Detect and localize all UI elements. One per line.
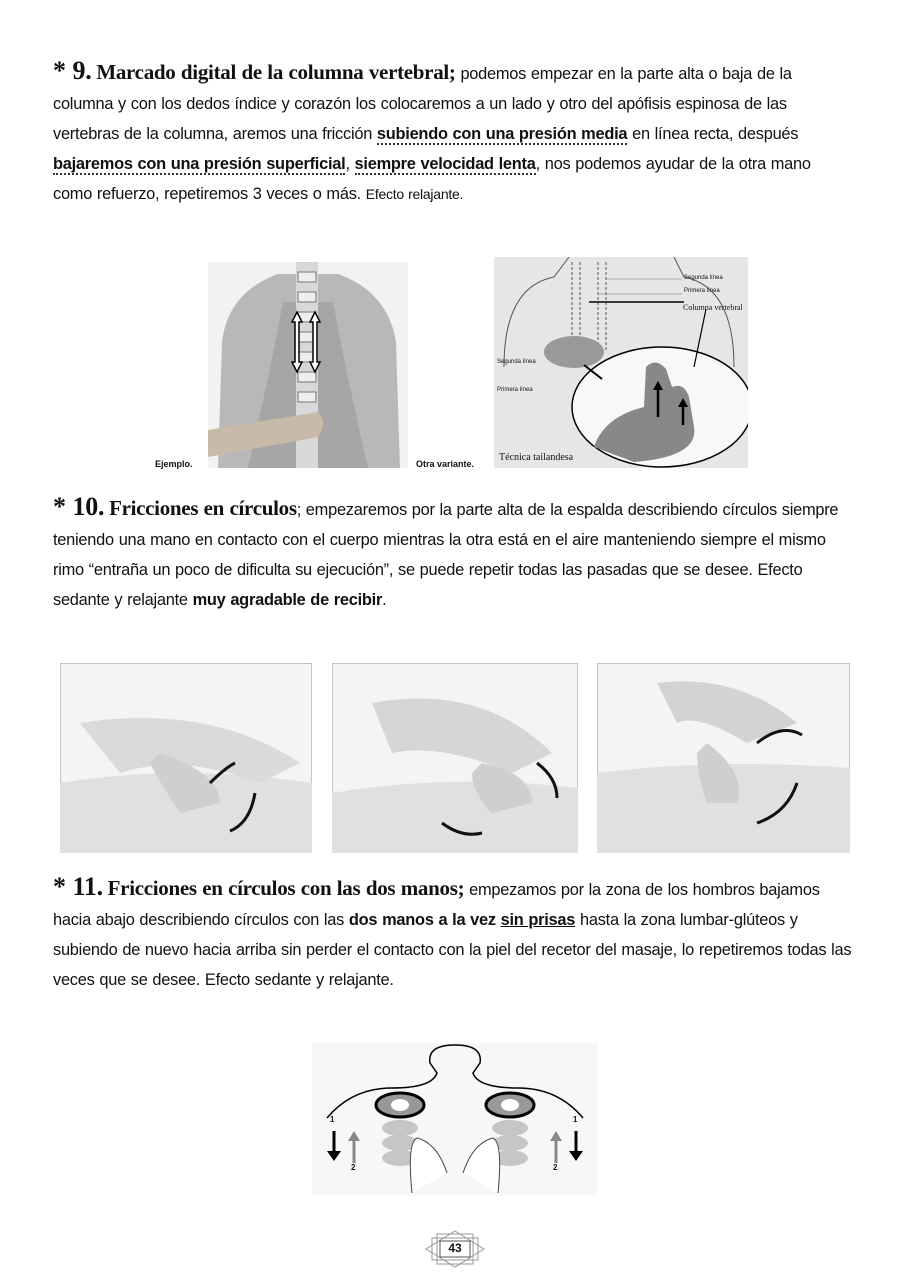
caption-ejemplo: Ejemplo. <box>155 459 193 469</box>
body-text: . <box>382 591 387 609</box>
emphasis-text: subiendo con una presión media <box>376 125 628 143</box>
step-label-1-right: 1 <box>573 1115 578 1124</box>
circle-friction-photo-3 <box>597 663 850 853</box>
body-text: , nos podemos ayudar de la otra mano como refuerzo, repetiremos 3 veces o más. <box>53 155 811 203</box>
section-number: * 10. <box>53 492 105 521</box>
two-hands-circles-diagram <box>312 1043 598 1195</box>
emphasis-text: sin prisas <box>500 911 576 929</box>
emphasis-text: dos manos a la vez <box>348 911 496 929</box>
circle-friction-photo-1 <box>60 663 312 853</box>
section-number: * 11. <box>53 872 103 901</box>
label-columna-vertebral: Columna vertebral <box>683 303 743 312</box>
body-text: en línea recta, después <box>627 125 799 143</box>
label-segunda-linea: Segunda línea <box>684 275 723 281</box>
step-label-2-right: 2 <box>553 1163 558 1172</box>
spine-massage-photo <box>208 262 408 468</box>
caption-otra-variante: Otra variante. <box>416 459 475 469</box>
body-text: ; empezaremos por la parte alta de la espalda describiendo círculos siempre teniendo una mano en contacto con el cuerpo mientras la otra está en el aire manteniendo siempre el mismo rimo “entraña un poco de dificulta su ejecución”, se puede repetir todas las pasadas que se desee. Efecto sedante y relajante <box>53 501 839 609</box>
step-label-1-left: 1 <box>330 1115 335 1124</box>
circle-friction-photo-2 <box>332 663 578 853</box>
section-11-paragraph <box>53 872 853 995</box>
emphasis-text: bajaremos con una presión superficial <box>53 155 346 173</box>
section-title: Marcado digital de la columna vertebral; <box>96 60 456 84</box>
body-text: , <box>345 155 355 173</box>
body-text: Efecto relajante. <box>365 186 464 202</box>
section-9-paragraph <box>53 56 853 209</box>
page-number-badge <box>424 1230 486 1268</box>
section-title: Fricciones en círculos <box>109 496 297 520</box>
label-primera-linea: Primera línea <box>684 288 720 294</box>
step-label-2-left: 2 <box>351 1163 356 1172</box>
page-number: 43 <box>448 1241 462 1255</box>
thai-technique-diagram <box>494 257 748 468</box>
body-text: podemos empezar en la parte alta o baja de la columna y con los dedos índice y corazón los colocaremos a un lado y otro del apófisis espinosa de las vertebras de la columna, aremos una fricción <box>53 65 792 143</box>
emphasis-text: siempre velocidad lenta <box>354 155 536 173</box>
body-text: empezamos por la zona de los hombros bajamos hacia abajo describiendo círculos con las <box>53 881 820 929</box>
label-tecnica-tailandesa: Técnica tailandesa <box>499 452 574 463</box>
emphasis-text: muy agradable de recibir <box>192 591 383 609</box>
section-number: * 9. <box>53 56 92 85</box>
section-10-paragraph <box>53 492 853 615</box>
body-text: hasta la zona lumbar-glúteos y subiendo de nuevo hacia arriba sin perder el contacto con la piel del recetor del masaje, lo repetiremos todas las veces que se desee. Efecto sedante y relajante. <box>53 911 852 989</box>
label-segunda-linea-left: Segunda línea <box>497 359 536 365</box>
section-title: Fricciones en círculos con las dos manos; <box>107 876 465 900</box>
label-primera-linea-left: Primera línea <box>497 387 533 393</box>
